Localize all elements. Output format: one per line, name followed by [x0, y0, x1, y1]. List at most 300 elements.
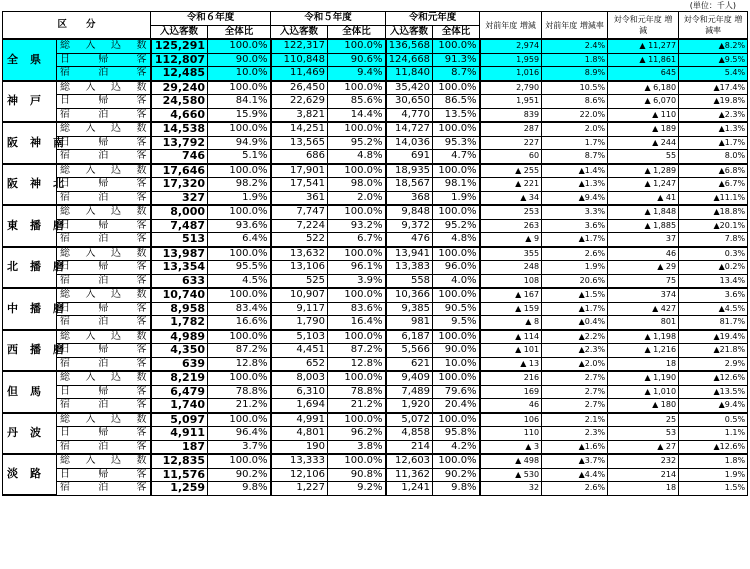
table-cell: ▲ 427 — [608, 302, 679, 316]
table-cell: 4,770 — [386, 108, 433, 122]
table-cell: 801 — [608, 316, 679, 330]
table-cell: ▲ 255 — [480, 164, 542, 178]
table-cell: 13,632 — [271, 247, 328, 261]
table-cell: 6,479 — [151, 385, 208, 399]
table-cell: ▲18.8% — [679, 205, 748, 219]
table-cell: 14.4% — [328, 108, 386, 122]
table-cell: 79.6% — [433, 385, 480, 399]
table-cell: 10,740 — [151, 288, 208, 302]
table-cell: 13,987 — [151, 247, 208, 261]
table-cell: 100.0% — [208, 39, 271, 53]
row-label-day: 日帰客 — [57, 95, 151, 109]
table-cell: 4.0% — [433, 274, 480, 288]
table-cell: 981 — [386, 316, 433, 330]
table-cell: 96.0% — [433, 261, 480, 275]
table-row — [3, 357, 748, 371]
table-cell: ▲ 27 — [608, 440, 679, 454]
table-cell: 5,097 — [151, 413, 208, 427]
table-cell: 10,907 — [271, 288, 328, 302]
table-cell: ▲12.6% — [679, 371, 748, 385]
table-cell: 18,935 — [386, 164, 433, 178]
table-cell: ▲ 221 — [480, 178, 542, 192]
table-cell: 94.9% — [208, 136, 271, 150]
table-cell: ▲ 189 — [608, 122, 679, 136]
table-cell: 18 — [608, 357, 679, 371]
table-cell: 7,489 — [386, 385, 433, 399]
table-cell: 4,911 — [151, 427, 208, 441]
table-cell: ▲11.1% — [679, 191, 748, 205]
table-cell: 6,187 — [386, 330, 433, 344]
table-cell: 8.0% — [679, 150, 748, 164]
table-cell: 93.2% — [328, 219, 386, 233]
table-cell: 9,385 — [386, 302, 433, 316]
table-cell: 7,487 — [151, 219, 208, 233]
table-cell: ▲ 9 — [480, 233, 542, 247]
table-cell: 91.3% — [433, 53, 480, 67]
row-label-stay: 宿泊客 — [57, 191, 151, 205]
table-row — [3, 468, 748, 482]
table-cell: 1.9% — [679, 468, 748, 482]
table-cell: 9.8% — [433, 482, 480, 496]
table-row — [3, 344, 748, 358]
table-cell: 29,240 — [151, 81, 208, 95]
table-cell: ▲6.8% — [679, 164, 748, 178]
table-cell: 98.0% — [328, 178, 386, 192]
table-cell: 652 — [271, 357, 328, 371]
table-cell: 686 — [271, 150, 328, 164]
table-cell: ▲ 1,198 — [608, 330, 679, 344]
table-cell: 2.1% — [542, 413, 608, 427]
table-cell: 1,959 — [480, 53, 542, 67]
table-cell: 558 — [386, 274, 433, 288]
table-cell: ▲ 1,848 — [608, 205, 679, 219]
table-cell: 8,000 — [151, 205, 208, 219]
table-cell: ▲ 3 — [480, 440, 542, 454]
table-row — [3, 67, 748, 81]
table-cell: 8.6% — [542, 95, 608, 109]
row-label-total: 総入込数 — [57, 330, 151, 344]
table-row — [3, 371, 748, 385]
table-cell: 4.8% — [328, 150, 386, 164]
table-cell: 37 — [608, 233, 679, 247]
row-label-stay: 宿泊客 — [57, 274, 151, 288]
table-cell: 263 — [480, 219, 542, 233]
table-cell: 14,727 — [386, 122, 433, 136]
table-row — [3, 150, 748, 164]
table-cell: ▲ 29 — [608, 261, 679, 275]
table-cell: 513 — [151, 233, 208, 247]
table-cell: 12,835 — [151, 454, 208, 468]
table-cell: 100.0% — [328, 164, 386, 178]
table-cell: 32 — [480, 482, 542, 496]
vs-r1-diff-header: 対令和元年度 増減 — [608, 12, 679, 40]
row-label-stay: 宿泊客 — [57, 67, 151, 81]
tourism-stats-table — [2, 11, 748, 496]
table-cell: 9.2% — [328, 482, 386, 496]
table-cell: 100.0% — [208, 413, 271, 427]
table-cell: 100.0% — [328, 122, 386, 136]
table-cell: 100.0% — [328, 413, 386, 427]
table-cell: 11,840 — [386, 67, 433, 81]
table-row — [3, 219, 748, 233]
table-row — [3, 164, 748, 178]
row-label-total: 総入込数 — [57, 205, 151, 219]
table-cell: 691 — [386, 150, 433, 164]
table-cell: 1,790 — [271, 316, 328, 330]
table-cell: 4,989 — [151, 330, 208, 344]
table-cell: 522 — [271, 233, 328, 247]
table-cell: 100.0% — [328, 454, 386, 468]
table-cell: 98.2% — [208, 178, 271, 192]
table-cell: 46 — [480, 399, 542, 413]
table-cell: 110,848 — [271, 53, 328, 67]
table-cell: 4.8% — [433, 233, 480, 247]
table-cell: 7,224 — [271, 219, 328, 233]
table-cell: 7,747 — [271, 205, 328, 219]
table-cell: 10.5% — [542, 81, 608, 95]
table-cell: 1.9% — [208, 191, 271, 205]
table-cell: 90.0% — [433, 344, 480, 358]
table-cell: 100.0% — [433, 247, 480, 261]
table-cell: 5,103 — [271, 330, 328, 344]
table-cell: 100.0% — [433, 330, 480, 344]
row-label-total: 総入込数 — [57, 413, 151, 427]
table-cell: 9.4% — [328, 67, 386, 81]
table-cell: ▲ 1,216 — [608, 344, 679, 358]
table-cell: 81.7% — [679, 316, 748, 330]
table-cell: 96.4% — [208, 427, 271, 441]
table-cell: ▲ 167 — [480, 288, 542, 302]
row-label-stay: 宿泊客 — [57, 108, 151, 122]
table-cell: 15.9% — [208, 108, 271, 122]
table-cell: 2.0% — [328, 191, 386, 205]
table-cell: ▲2.3% — [679, 108, 748, 122]
row-label-day: 日帰客 — [57, 385, 151, 399]
table-cell: 187 — [151, 440, 208, 454]
table-cell: ▲2.2% — [542, 330, 608, 344]
table-cell: 100.0% — [433, 205, 480, 219]
table-cell: 95.3% — [433, 136, 480, 150]
table-cell: ▲1.5% — [542, 288, 608, 302]
table-cell: 98.1% — [433, 178, 480, 192]
table-cell: 12.8% — [208, 357, 271, 371]
table-cell: ▲ 101 — [480, 344, 542, 358]
table-cell: 2,790 — [480, 81, 542, 95]
table-cell: 112,807 — [151, 53, 208, 67]
table-cell: 13,333 — [271, 454, 328, 468]
table-cell: 2.9% — [679, 357, 748, 371]
table-cell: 7.8% — [679, 233, 748, 247]
table-cell: ▲17.4% — [679, 81, 748, 95]
table-cell: 26,450 — [271, 81, 328, 95]
table-cell: 100.0% — [328, 371, 386, 385]
table-cell: 10.0% — [433, 357, 480, 371]
table-row — [3, 81, 748, 95]
table-cell: 100.0% — [208, 122, 271, 136]
table-cell: 9.8% — [208, 482, 271, 496]
table-row — [3, 178, 748, 192]
table-cell: 645 — [608, 67, 679, 81]
table-cell: 9,848 — [386, 205, 433, 219]
table-cell: 125,291 — [151, 39, 208, 53]
table-cell: 25 — [608, 413, 679, 427]
vs-r1-rate-header: 対令和元年度 増減率 — [679, 12, 748, 40]
table-cell: 4,991 — [271, 413, 328, 427]
table-cell: 169 — [480, 385, 542, 399]
table-cell: 87.2% — [328, 344, 386, 358]
table-cell: 13,354 — [151, 261, 208, 275]
table-cell: 11,469 — [271, 67, 328, 81]
table-row — [3, 413, 748, 427]
table-cell: 100.0% — [328, 247, 386, 261]
table-cell: 3.8% — [328, 440, 386, 454]
table-cell: 253 — [480, 205, 542, 219]
table-cell: 87.2% — [208, 344, 271, 358]
table-cell: 1,951 — [480, 95, 542, 109]
table-cell: 1,782 — [151, 316, 208, 330]
table-cell: ▲9.4% — [679, 399, 748, 413]
row-label-stay: 宿泊客 — [57, 150, 151, 164]
table-cell: 13.5% — [433, 108, 480, 122]
table-cell: 100.0% — [328, 205, 386, 219]
table-cell: 86.5% — [433, 95, 480, 109]
table-cell: 17,541 — [271, 178, 328, 192]
table-cell: 1,740 — [151, 399, 208, 413]
table-row — [3, 427, 748, 441]
table-cell: 18 — [608, 482, 679, 496]
table-cell: ▲1.6% — [542, 440, 608, 454]
table-cell: ▲ 6,180 — [608, 81, 679, 95]
table-cell: 90.2% — [208, 468, 271, 482]
table-cell: ▲ 13 — [480, 357, 542, 371]
table-cell: 10.0% — [208, 67, 271, 81]
region-header: 区 分 — [3, 12, 151, 40]
row-label-stay: 宿泊客 — [57, 440, 151, 454]
table-cell: 214 — [608, 468, 679, 482]
table-cell: 100.0% — [208, 288, 271, 302]
table-cell: 100.0% — [208, 164, 271, 178]
row-label-total: 総入込数 — [57, 164, 151, 178]
table-cell: 3.7% — [208, 440, 271, 454]
table-row — [3, 302, 748, 316]
row-label-stay: 宿泊客 — [57, 357, 151, 371]
table-cell: 8.9% — [542, 67, 608, 81]
table-cell: 75 — [608, 274, 679, 288]
table-cell: 6.4% — [208, 233, 271, 247]
table-cell: 13,941 — [386, 247, 433, 261]
row-label-total: 総入込数 — [57, 247, 151, 261]
table-cell: 95.5% — [208, 261, 271, 275]
table-cell: ▲12.6% — [679, 440, 748, 454]
table-cell: 14,036 — [386, 136, 433, 150]
table-cell: 78.8% — [328, 385, 386, 399]
region-name: 中播磨 — [3, 288, 57, 330]
table-cell: 9.5% — [433, 316, 480, 330]
table-row — [3, 39, 748, 53]
table-cell: 5.1% — [208, 150, 271, 164]
table-cell: 136,568 — [386, 39, 433, 53]
table-cell: 368 — [386, 191, 433, 205]
table-cell: 100.0% — [208, 205, 271, 219]
table-cell: ▲ 11,861 — [608, 53, 679, 67]
table-cell: 100.0% — [433, 454, 480, 468]
table-cell: 100.0% — [208, 330, 271, 344]
table-cell: 21.2% — [208, 399, 271, 413]
yoy-diff-header: 対前年度 増減 — [480, 12, 542, 40]
table-cell: 8,958 — [151, 302, 208, 316]
table-row — [3, 385, 748, 399]
r1-header: 令和元年度 — [386, 12, 480, 26]
table-cell: 11,576 — [151, 468, 208, 482]
table-row — [3, 399, 748, 413]
table-cell: 2.7% — [542, 371, 608, 385]
table-cell: ▲19.4% — [679, 330, 748, 344]
r5-header: 令和５年度 — [271, 12, 386, 26]
table-row — [3, 205, 748, 219]
table-cell: 100.0% — [433, 81, 480, 95]
region-name: 阪神北 — [3, 164, 57, 206]
table-cell: 6,310 — [271, 385, 328, 399]
table-cell: 60 — [480, 150, 542, 164]
table-cell: ▲1.7% — [679, 136, 748, 150]
table-cell: 100.0% — [328, 81, 386, 95]
table-cell: ▲ 1,010 — [608, 385, 679, 399]
table-cell: 3,821 — [271, 108, 328, 122]
table-cell: 839 — [480, 108, 542, 122]
table-cell: 2.7% — [542, 385, 608, 399]
table-cell: 639 — [151, 357, 208, 371]
table-cell: 9,117 — [271, 302, 328, 316]
table-cell: 8.7% — [433, 67, 480, 81]
table-cell: ▲ 11,277 — [608, 39, 679, 53]
table-cell: 100.0% — [328, 330, 386, 344]
table-cell: ▲1.3% — [679, 122, 748, 136]
table-cell: 93.6% — [208, 219, 271, 233]
table-cell: 1,920 — [386, 399, 433, 413]
table-cell: 3.9% — [328, 274, 386, 288]
table-cell: 55 — [608, 150, 679, 164]
region-name: 西播磨 — [3, 330, 57, 372]
row-label-total: 総入込数 — [57, 371, 151, 385]
table-cell: 6.7% — [328, 233, 386, 247]
table-cell: 2.4% — [542, 39, 608, 53]
table-cell: 106 — [480, 413, 542, 427]
table-cell: ▲ 244 — [608, 136, 679, 150]
table-cell: ▲20.1% — [679, 219, 748, 233]
table-cell: 85.6% — [328, 95, 386, 109]
table-cell: 3.6% — [679, 288, 748, 302]
table-cell: 1,016 — [480, 67, 542, 81]
table-cell: 95.2% — [433, 219, 480, 233]
table-cell: 13,383 — [386, 261, 433, 275]
row-label-total: 総入込数 — [57, 81, 151, 95]
table-cell: 100.0% — [208, 81, 271, 95]
table-cell: 35,420 — [386, 81, 433, 95]
yoy-rate-header: 対前年度 増減率 — [542, 12, 608, 40]
table-cell: 90.0% — [208, 53, 271, 67]
row-label-day: 日帰客 — [57, 53, 151, 67]
table-cell: 100.0% — [328, 39, 386, 53]
table-cell: 1.8% — [542, 53, 608, 67]
row-label-total: 総入込数 — [57, 288, 151, 302]
table-cell: ▲1.7% — [542, 302, 608, 316]
table-row — [3, 274, 748, 288]
table-cell: 12,485 — [151, 67, 208, 81]
table-cell: 53 — [608, 427, 679, 441]
table-cell: ▲ 180 — [608, 399, 679, 413]
table-cell: 4,858 — [386, 427, 433, 441]
table-row — [3, 330, 748, 344]
table-cell: ▲ 110 — [608, 108, 679, 122]
row-label-day: 日帰客 — [57, 468, 151, 482]
table-cell: ▲19.8% — [679, 95, 748, 109]
table-cell: 476 — [386, 233, 433, 247]
table-cell: 100.0% — [433, 413, 480, 427]
table-row — [3, 261, 748, 275]
table-cell: ▲1.3% — [542, 178, 608, 192]
table-cell: ▲ 1,885 — [608, 219, 679, 233]
table-cell: 287 — [480, 122, 542, 136]
table-row — [3, 122, 748, 136]
table-cell: 20.6% — [542, 274, 608, 288]
table-cell: 13,106 — [271, 261, 328, 275]
table-row — [3, 191, 748, 205]
table-cell: ▲0.2% — [679, 261, 748, 275]
table-row — [3, 136, 748, 150]
table-cell: 17,901 — [271, 164, 328, 178]
table-cell: 746 — [151, 150, 208, 164]
table-cell: 232 — [608, 454, 679, 468]
table-cell: ▲2.0% — [542, 357, 608, 371]
table-row — [3, 233, 748, 247]
table-cell: 22,629 — [271, 95, 328, 109]
table-cell: 14,538 — [151, 122, 208, 136]
table-cell: 1.9% — [433, 191, 480, 205]
table-cell: 621 — [386, 357, 433, 371]
table-cell: 2.6% — [542, 482, 608, 496]
row-label-day: 日帰客 — [57, 344, 151, 358]
table-cell: 13.4% — [679, 274, 748, 288]
table-cell: 124,668 — [386, 53, 433, 67]
table-cell: ▲ 1,289 — [608, 164, 679, 178]
table-cell: 100.0% — [433, 122, 480, 136]
table-cell: ▲ 114 — [480, 330, 542, 344]
table-cell: 122,317 — [271, 39, 328, 53]
share-header: 全体比 — [208, 25, 271, 39]
table-cell: 11,362 — [386, 468, 433, 482]
table-cell: 9,409 — [386, 371, 433, 385]
region-name: 東播磨 — [3, 205, 57, 247]
region-name: 北播磨 — [3, 247, 57, 289]
table-cell: 4.7% — [433, 150, 480, 164]
table-cell: 4.2% — [433, 440, 480, 454]
table-cell: 1,259 — [151, 482, 208, 496]
table-cell: 5.4% — [679, 67, 748, 81]
table-cell: 4,801 — [271, 427, 328, 441]
table-cell: 525 — [271, 274, 328, 288]
table-cell: 108 — [480, 274, 542, 288]
unit-note: (単位：千人) — [689, 1, 736, 10]
table-cell: 1.7% — [542, 136, 608, 150]
table-cell: 1.5% — [679, 482, 748, 496]
row-label-day: 日帰客 — [57, 427, 151, 441]
table-cell: ▲21.8% — [679, 344, 748, 358]
table-cell: 0.3% — [679, 247, 748, 261]
table-cell: 100.0% — [208, 454, 271, 468]
table-cell: 2.3% — [542, 427, 608, 441]
row-label-total: 総入込数 — [57, 454, 151, 468]
table-row — [3, 288, 748, 302]
